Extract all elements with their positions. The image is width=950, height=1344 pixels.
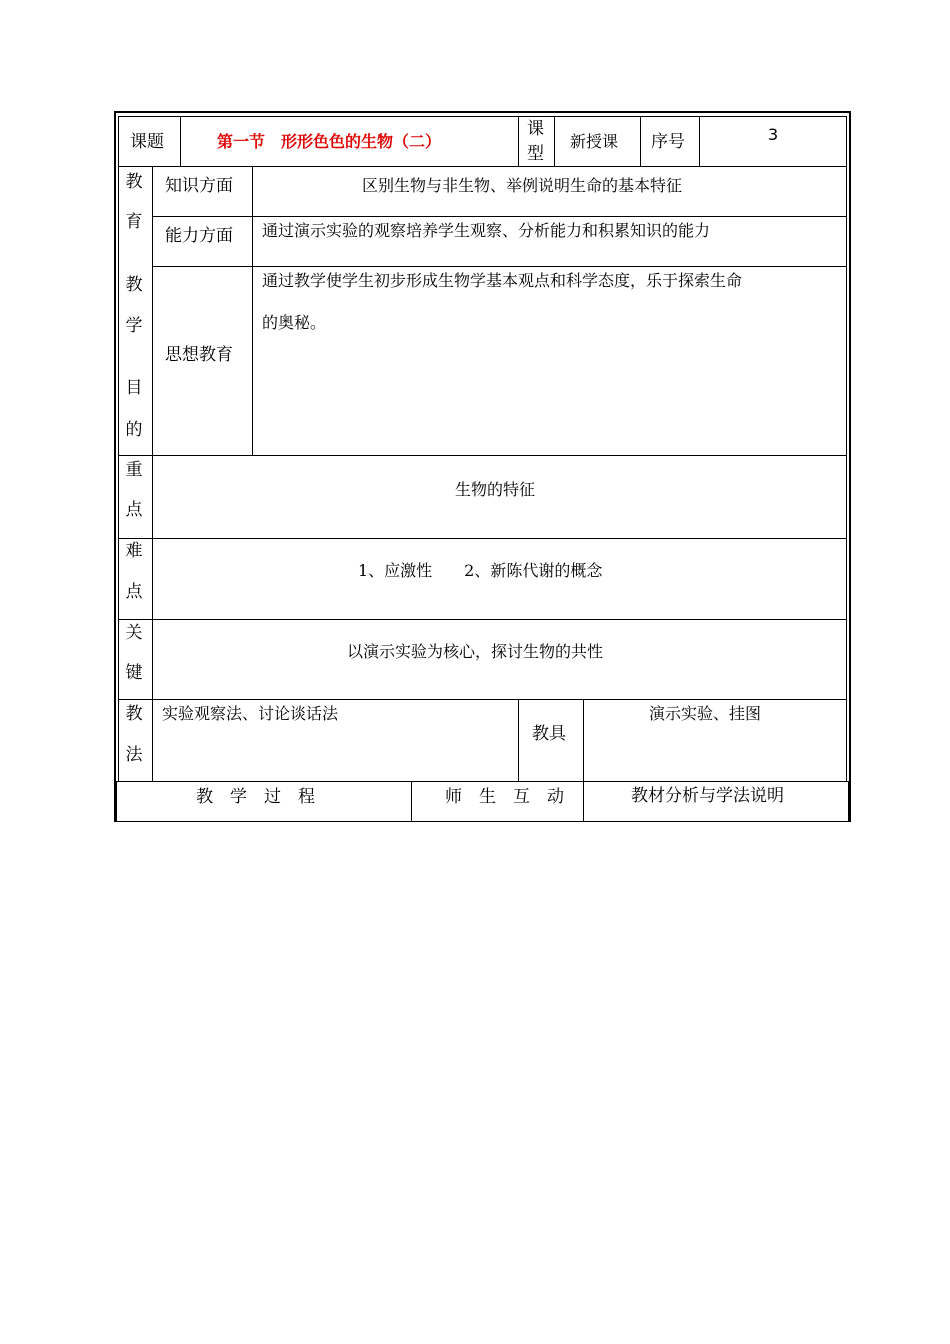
type-label-bottom: 型 [527,144,544,164]
thought-text-line-2: 的奥秘。 [262,313,327,332]
key-label-char-2: 键 [125,663,143,683]
key-point-label-char-1: 重 [125,460,143,480]
thought-text-cell [252,266,847,456]
tools-label: 教具 [532,724,566,744]
method-label-char-1: 教 [125,704,143,724]
process-header: 教 学 过 程 [196,787,315,807]
knowledge-label: 知识方面 [165,176,233,196]
analysis-header: 教材分析与学法说明 [631,786,784,806]
seq-value: 3 [768,125,779,144]
goals-side-char-4: 学 [125,316,143,336]
goals-side-char-6: 的 [125,420,143,440]
key-label-char-1: 关 [125,623,143,643]
method-text: 实验观察法、讨论谈话法 [162,704,339,723]
goals-side-char-3: 教 [125,275,143,295]
thought-label: 思想教育 [165,345,233,365]
ability-text: 通过演示实验的观察培养学生观察、分析能力和积累知识的能力 [262,221,711,240]
ability-label: 能力方面 [165,226,233,246]
topic-value: 第一节 形形色色的生物（二） [217,132,442,151]
goals-side-char-1: 教 [125,172,143,192]
goals-side-char-2: 育 [125,212,143,232]
type-value: 新授课 [570,132,619,151]
key-text: 以演示实验为核心，探讨生物的共性 [347,642,604,661]
knowledge-text: 区别生物与非生物、举例说明生命的基本特征 [362,176,683,195]
thought-text-line-1: 通过教学使学生初步形成生物学基本观点和科学态度，乐于探索生命 [262,271,743,290]
goals-side-label-cell [118,166,153,456]
type-label-top: 课 [527,119,544,139]
key-point-label-char-2: 点 [125,500,143,520]
tools-text: 演示实验、挂图 [649,704,762,723]
method-label-char-2: 法 [125,745,143,765]
goals-side-char-5: 目 [125,378,143,398]
difficulty-text: 1、应激性 2、新陈代谢的概念 [358,561,603,580]
topic-label: 课题 [130,132,164,152]
interaction-header: 师 生 互 动 [445,787,564,807]
difficulty-label-char-2: 点 [125,582,143,602]
seq-label: 序号 [651,132,685,152]
difficulty-label-char-1: 难 [125,541,143,561]
key-point-text: 生物的特征 [455,480,536,499]
